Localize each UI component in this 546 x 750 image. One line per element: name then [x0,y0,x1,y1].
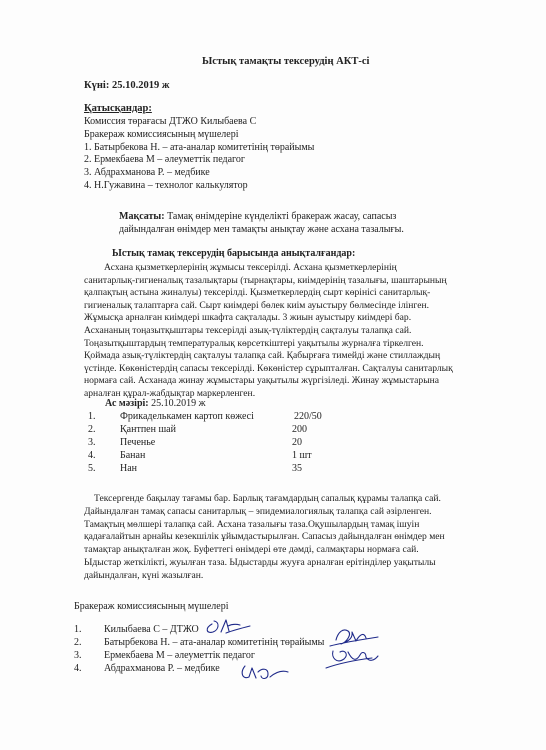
menu-item-qty: 20 [292,437,302,448]
text-line: Тамақтың мөлшері талапқа сай. Асхана тазалығы таза.Оқушылардың тамақ ішуін [84,518,420,530]
text-line: арналған құрал-жабдықтар маркерленген. [84,387,256,399]
menu-item-qty: 220/50 [294,411,322,422]
text-line: тамақтар анықталған жоқ. Буфеттегі өнімдері өте дәмді, салмақтары нормаға сай. [84,544,419,556]
text-line: нормаға сай. Асханада жинау жұмыстары уақытылы жүргізіледі. Жинау жұмыстарына [84,375,440,387]
document-title: Ыстық тамақты тексерудің АКТ-сі [202,56,370,67]
text-line: Ыдыстар жеткілікті, жуылған таза. Ыдыстарды жууға арналған ерітінділер уақытылы [84,556,436,568]
signature-mark-1 [207,620,250,633]
text-line: дайындалған, күні жазылған. [84,569,204,581]
signatures-heading: Бракераж комиссиясының мүшелері [74,601,229,612]
list-item: 4. Н.Гужавина – технолог калькулятор [84,179,248,191]
findings-heading: Ыстық тамақ тексерудің барысында анықталғандар: [112,248,356,259]
list-item: Комиссия төрағасы ДТЖО Килыбаева С [84,116,257,127]
text-line: санитарлық-гигиеналық тазалықтары (тырнақтары, киімдерінің тазалығы, шаштарының [84,274,447,286]
list-item: 3. Абдрахманова Р. – медбике [84,167,210,179]
signature-number: 1. [74,624,82,635]
menu-label: Ас мәзірі: [105,398,149,409]
menu-item-name: Қантпен шай [120,424,176,435]
text-line: Дайындалған тамақ сапасы санитарлық – эпидемиалогиялық талапқа сай әзірленген. [84,505,432,517]
menu-item-name: Фрикаделькамен картоп көжесі [120,411,254,422]
menu-item-name: Печенье [120,437,156,448]
purpose-text: Тамақ өнімдеріне күнделікті бракераж жасау, сапасыз [164,211,397,222]
menu-item-number: 5. [88,463,96,474]
menu-item-qty: 1 шт [292,450,312,461]
menu-item-number: 2. [88,424,96,435]
list-item: 1. Батырбекова Н. – ата-аналар комитетінің төрайымы [84,141,315,153]
menu-item-number: 3. [88,437,96,448]
menu-item-number: 1. [88,411,96,422]
menu-item-name: Банан [120,450,146,461]
menu-item-name: Нан [120,463,138,474]
text-line: Қоймада азық-түліктердің сақталуы талапқа сай. Қабырғаға тимейді және стиллаждың [84,350,441,362]
text-line: үстінде. Көкөністердің сапасы тексерілді. Көкөністер сұрыпталған. Сақталуы санитарлық [84,362,453,374]
menu-item-qty: 35 [292,463,302,474]
signature-number: 2. [74,637,82,648]
text-line: Жұмысқа арналған киімдері шкафта сақталады. 3 жиын ауыстыру киімдері бар. [84,312,412,324]
menu-item-qty: 200 [292,424,307,435]
purpose-line-2: дайындалған өнімдер мен тамақты анықтау және асхана тазалығы. [119,224,404,235]
text-line: Тексергенде бақылау тағамы бар. Барлық тағамдардың сапалық құрамы талапқа сай. [94,493,441,504]
menu-date: 25.10.2019 ж [148,398,206,409]
signature-name: Батырбекова Н. – ата-аналар комитетінің төрайымы [104,637,325,648]
signature-name: Абдрахманова Р. – медбике [104,663,220,674]
text-line: Тоңазытқыштардың температуралық көрсеткіштері уақытылы журналға тіркелген. [84,337,424,349]
signature-mark-3 [326,651,378,668]
participants-heading: Қатысқандар: [84,103,152,114]
purpose-label: Мақсаты: [119,211,165,222]
text-line: Асхана қызметкерлерінің жұмысы тексерілді. Асхана қызметкерлерінің [104,262,397,273]
document-date: Күні: 25.10.2019 ж [84,80,170,91]
signature-mark-2 [330,630,378,646]
menu-item-number: 4. [88,450,96,461]
signature-number: 4. [74,663,82,674]
list-item: 2. Ермекбаева М – әлеуметтік педагог [84,154,245,166]
text-line: Асхананың тоңазытқыштары тексерілді азық-түліктердің сақталуы талапқа сай. [84,324,412,336]
text-line: қадағалайтын арнайы кезекшілік ұйымдастырылған. Сапасыз дайындалған өнімдер мен [84,531,445,543]
signature-mark-4 [242,666,288,678]
list-item: Бракераж комиссиясының мүшелері [84,128,239,140]
text-line: қалпақтың астына жиналуы) тексерілді. Қызметкерлердің сырт көрінісі санитарлық- [84,287,431,299]
signature-name: Килыбаева С – ДТЖО [104,624,199,635]
text-line: гигиеналық талаптарға сай. Сырт киімдері бөлек киім ауыстыру бөлмесінде ілінген. [84,299,430,311]
signature-name: Ермекбаева М – әлеуметтік педагог [104,650,255,661]
signature-number: 3. [74,650,82,661]
